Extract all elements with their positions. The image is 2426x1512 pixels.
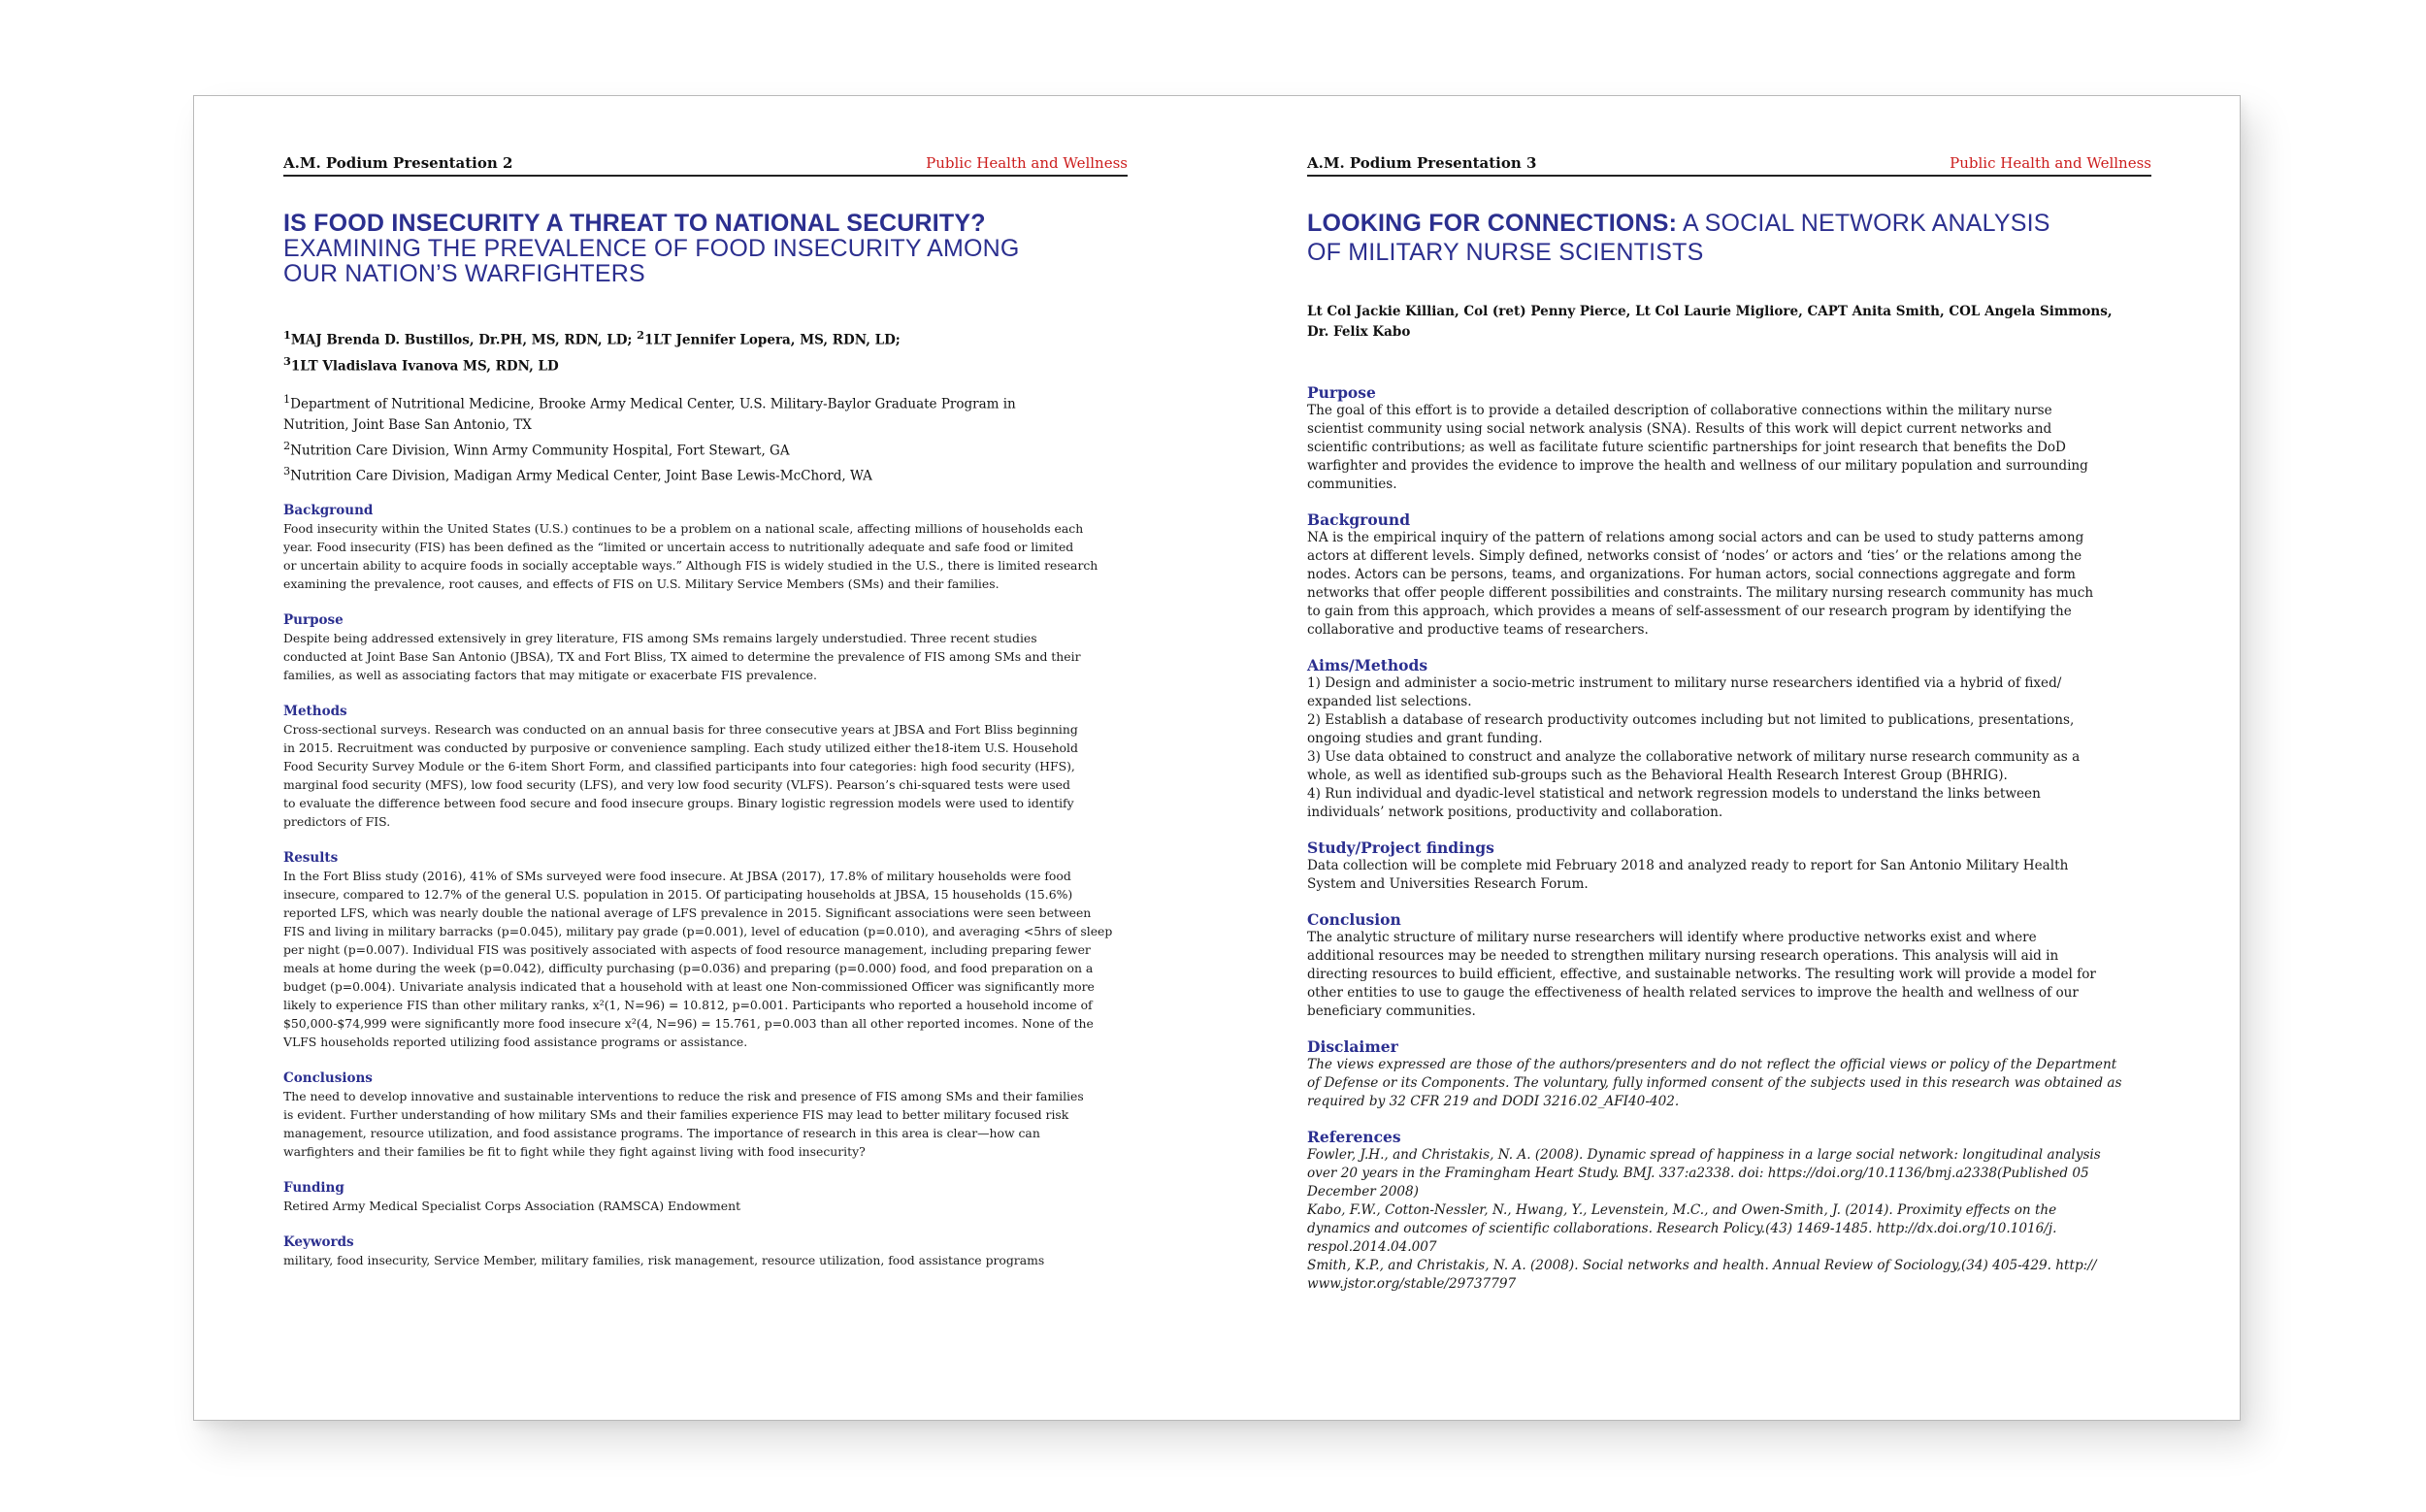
text-line: Smith, K.P., and Christakis, N. A. (2008). Social networks and health. Annual Review of Sociology,(34) 405-429. http:// <box>1307 1258 2097 1273</box>
affiliation-line: Nutrition, Joint Base San Antonio, TX <box>283 416 532 433</box>
text-line: 2) Establish a database of research productivity outcomes including but not limited to publications, presentations, <box>1307 712 2075 728</box>
text-line: likely to experience FIS than other military ranks, x²(1, N=96) = 10.812, p=0.001. Participants who reported a household income of <box>283 998 1093 1012</box>
section-heading: Background <box>283 503 374 518</box>
text-line: to evaluate the difference between food secure and food insecure groups. Binary logistic regression models were used to identify <box>283 796 1074 810</box>
section-aims-methods <box>1307 656 2161 822</box>
text-line: marginal food security (MFS), low food security (LFS), and very low food security (VLFS). Pearson’s chi-squared tests were used <box>283 777 1070 792</box>
section-heading: Methods <box>283 704 347 719</box>
text-line: FIS and living in military barracks (p=0.045), military pay grade (p=0.001), level of education (p=0.010), and averaging <5hrs of sleep <box>283 924 1113 938</box>
title-line: OF MILITARY NURSE SCIENTISTS <box>1307 239 1704 266</box>
text-line: Kabo, F.W., Cotton-Nessler, N., Hwang, Y., Levenstein, M.C., and Owen-Smith, J. (2014). Proximity effects on the <box>1307 1202 2057 1218</box>
category-label: Public Health and Wellness <box>1950 154 2151 172</box>
text-line: management, resource utilization, and food assistance programs. The importance of research in this area is clear—how can <box>283 1126 1040 1140</box>
section-body <box>283 867 1137 1051</box>
category-label: Public Health and Wellness <box>926 154 1128 172</box>
text-line: Retired Army Medical Specialist Corps Association (RAMSCA) Endowment <box>283 1199 741 1213</box>
section-study-project-findings <box>1307 838 2161 894</box>
text-line: military, food insecurity, Service Member, military families, risk management, resource utilization, food assistance programs <box>283 1253 1045 1267</box>
section-heading: Purpose <box>1307 383 1376 402</box>
text-line: other entities to use to gauge the effectiveness of health related services to improve the health and wellness of our <box>1307 985 2079 1001</box>
section-background <box>283 502 1137 593</box>
text-line: Fowler, J.H., and Christakis, N. A. (2008). Dynamic spread of happiness in a large social network: longitudinal analysis <box>1307 1147 2101 1163</box>
section-heading: Purpose <box>283 612 344 628</box>
text-line: The analytic structure of military nurse researchers will identify where productive networks exist and where <box>1307 930 2037 945</box>
document-spread <box>193 95 2241 1421</box>
reference-item <box>1307 1201 2161 1257</box>
text-line: Food insecurity within the United States (U.S.) continues to be a problem on a national scale, affecting millions of households each <box>283 521 1084 536</box>
section-body <box>1307 674 2161 822</box>
text-line: budget (p=0.004). Univariate analysis indicated that a household with at least one Non-commissioned Officer was significantly more <box>283 979 1095 994</box>
text-line: is evident. Further understanding of how military SMs and their families experience FIS may lead to better military focused risk <box>283 1107 1069 1122</box>
section-body <box>1307 929 2161 1021</box>
author-line: $^1$MAJ Brenda D. Bustillos, Dr.PH, MS, RDN, LD; $^2$1LT Jennifer Lopera, MS, RDN, LD; <box>283 328 901 348</box>
affiliation-list <box>283 389 1128 487</box>
section-body <box>1307 529 2161 640</box>
text-line: of Defense or its Components. The voluntary, fully informed consent of the subjects used in this research was obtained as <box>1307 1075 2122 1091</box>
section-body <box>1307 1056 2161 1111</box>
text-line: Despite being addressed extensively in grey literature, FIS among SMs remains largely understudied. Three recent studies <box>283 631 1037 645</box>
text-line: insecure, compared to 12.7% of the general U.S. population in 2015. Of participating households at JBSA, 15 households (15.6%) <box>283 887 1073 902</box>
text-line: reported LFS, which was nearly double the national average of LFS prevalence in 2015. Significant associations were seen between <box>283 905 1092 920</box>
article-title <box>1307 211 2151 265</box>
title-line: OUR NATION’S WARFIGHTERS <box>283 260 645 287</box>
section-body <box>283 629 1137 684</box>
author-line: $^3$1LT Vladislava Ivanova MS, RDN, LD <box>283 353 559 374</box>
text-line: collaborative and productive teams of researchers. <box>1307 622 1649 638</box>
text-line: in 2015. Recruitment was conducted by purposive or convenience sampling. Each study utilized either the18-item U.S. Household <box>283 740 1078 755</box>
section-references <box>1307 1128 2161 1294</box>
abstract-body <box>283 502 1137 1288</box>
text-line: The need to develop innovative and sustainable interventions to reduce the risk and presence of FIS among SMs and their families <box>283 1089 1084 1103</box>
text-line: scientist community using social network analysis (SNA). Results of this work will depict current networks and <box>1307 421 2052 437</box>
section-body <box>283 720 1137 831</box>
text-line: families, as well as associating factors that may mitigate or exacerbate FIS prevalence. <box>283 668 817 682</box>
section-conclusion <box>1307 910 2161 1021</box>
text-line: nodes. Actors can be persons, teams, and organizations. For human actors, social connections aggregate and form <box>1307 567 2076 582</box>
text-line: ongoing studies and grant funding. <box>1307 731 1543 746</box>
text-line: 4) Run individual and dyadic-level statistical and network regression models to understand the links between <box>1307 786 2041 802</box>
text-line: respol.2014.04.007 <box>1307 1239 1437 1255</box>
section-purpose <box>283 611 1137 684</box>
text-line: per night (p=0.007). Individual FIS was positively associated with aspects of food resource management, including preparing fewer <box>283 942 1091 957</box>
presentation-label: A.M. Podium Presentation 2 <box>283 154 513 172</box>
text-line: communities. <box>1307 477 1397 492</box>
page-header <box>1307 151 2151 177</box>
text-line: In the Fort Bliss study (2016), 41% of SMs surveyed were food insecure. At JBSA (2017), 17.8% of military households were food <box>283 869 1071 883</box>
section-keywords <box>283 1233 1137 1269</box>
text-line: dynamics and outcomes of scientific collaborations. Research Policy.(43) 1469-1485. http://dx.doi.org/10.1016/j. <box>1307 1221 2057 1236</box>
section-body <box>283 1251 1137 1269</box>
text-line: expanded list selections. <box>1307 694 1472 709</box>
text-line: warfighter and provides the evidence to improve the health and wellness of our military population and surrounding <box>1307 458 2088 474</box>
section-disclaimer <box>1307 1037 2161 1111</box>
section-body <box>1307 402 2161 494</box>
text-line: beneficiary communities. <box>1307 1003 1476 1019</box>
section-purpose <box>1307 383 2161 494</box>
presentation-label: A.M. Podium Presentation 3 <box>1307 154 1537 172</box>
author-line: Dr. Felix Kabo <box>1307 324 1411 340</box>
section-body <box>283 1197 1137 1215</box>
text-line: over 20 years in the Framingham Heart Study. BMJ. 337:a2338. doi: https://doi.org/10.1136/bmj.a2338(Published 05 <box>1307 1166 2089 1181</box>
text-line: examining the prevalence, root causes, and effects of FIS on U.S. Military Service Members (SMs) and their families. <box>283 576 1000 591</box>
section-methods <box>283 703 1137 831</box>
affiliation-line: $^3$Nutrition Care Division, Madigan Army Medical Center, Joint Base Lewis-McChord, WA <box>283 465 872 484</box>
reference-item <box>1307 1257 2161 1294</box>
author-line: Lt Col Jackie Killian, Col (ret) Penny Pierce, Lt Col Laurie Migliore, CAPT Anita Smith, COL Angela Simmons, <box>1307 304 2113 319</box>
text-line: Cross-sectional surveys. Research was conducted on an annual basis for three consecutive years at JBSA and Fort Bliss beginning <box>283 722 1078 737</box>
section-heading: Background <box>1307 510 1411 529</box>
section-heading: Conclusions <box>283 1070 373 1086</box>
text-line: The views expressed are those of the authors/presenters and do not reflect the official views or policy of the Department <box>1307 1057 2117 1072</box>
text-line: Food Security Survey Module or the 6-item Short Form, and classified participants into four categories: high food security (HFS), <box>283 759 1075 773</box>
section-heading: Aims/Methods <box>1307 656 1428 674</box>
text-line: individuals’ network positions, productivity and collaboration. <box>1307 805 1723 820</box>
text-line: 1) Design and administer a socio-metric instrument to military nurse researchers identified via a hybrid of fixed/ <box>1307 675 2062 691</box>
text-line: conducted at Joint Base San Antonio (JBSA), TX and Fort Bliss, TX aimed to determine the prevalence of FIS among SMs and their <box>283 649 1081 664</box>
affiliation-line: $^1$Department of Nutritional Medicine, Brooke Army Medical Center, U.S. Military-Baylor Graduate Program in <box>283 393 1016 412</box>
text-line: actors at different levels. Simply defined, networks consist of ‘nodes’ or actors and ‘ties’ or the relations among the <box>1307 548 2082 564</box>
text-line: December 2008) <box>1307 1184 1419 1200</box>
text-line: warfighters and their families be fit to fight while they fight against living with food insecurity? <box>283 1144 866 1159</box>
text-line: or uncertain ability to acquire foods in socially acceptable ways.” Although FIS is widely studied in the U.S., there is limited research <box>283 558 1098 573</box>
section-heading: Disclaimer <box>1307 1037 1398 1056</box>
text-line: meals at home during the week (p=0.042), difficulty purchasing (p=0.036) and preparing (p=0.000) food, and food preparation on a <box>283 961 1094 975</box>
text-line: networks that offer people different possibilities and constraints. The military nursing research community has much <box>1307 585 2094 601</box>
text-line: whole, as well as identified sub-groups such as the Behavioral Health Research Interest Group (BHRIG). <box>1307 768 2008 783</box>
abstract-body <box>1307 383 2161 1310</box>
text-line: VLFS households reported utilizing food assistance programs or assistance. <box>283 1035 748 1049</box>
article-title <box>283 211 1128 286</box>
text-line: System and Universities Research Forum. <box>1307 876 1589 892</box>
title-line: EXAMINING THE PREVALENCE OF FOOD INSECURITY AMONG <box>283 235 1020 262</box>
section-heading: Funding <box>283 1180 344 1196</box>
title-line: IS FOOD INSECURITY A THREAT TO NATIONAL SECURITY? <box>283 210 986 237</box>
text-line: additional resources may be needed to strengthen military nursing research operations. This analysis will aid in <box>1307 948 2059 964</box>
page-header <box>283 151 1128 177</box>
author-list <box>283 325 1128 377</box>
section-background <box>1307 510 2161 640</box>
reference-item <box>1307 1146 2161 1201</box>
section-funding <box>283 1179 1137 1215</box>
text-line: 3) Use data obtained to construct and analyze the collaborative network of military nurse research community as a <box>1307 749 2081 765</box>
text-line: predictors of FIS. <box>283 814 391 829</box>
title-line: LOOKING FOR CONNECTIONS: A SOCIAL NETWORK ANALYSIS <box>1307 210 2050 237</box>
text-line: The goal of this effort is to provide a detailed description of collaborative connections within the military nurse <box>1307 403 2052 418</box>
text-line: year. Food insecurity (FIS) has been defined as the “limited or uncertain access to nutritionally adequate and safe food or limited <box>283 540 1074 554</box>
text-line: directing resources to build efficient, effective, and sustainable networks. The resulting work will provide a model for <box>1307 967 2096 982</box>
section-heading: Study/Project findings <box>1307 838 1494 857</box>
section-heading: Conclusion <box>1307 910 1401 929</box>
text-line: NA is the empirical inquiry of the pattern of relations among social actors and can be used to study patterns among <box>1307 530 2084 545</box>
text-line: required by 32 CFR 219 and DODI 3216.02_AFI40-402. <box>1307 1094 1680 1109</box>
text-line: to gain from this approach, which provides a means of self-assessment of our research program by identifying the <box>1307 604 2072 619</box>
section-results <box>283 849 1137 1051</box>
text-line: Data collection will be complete mid February 2018 and analyzed ready to report for San Antonio Military Health <box>1307 858 2069 873</box>
text-line: www.jstor.org/stable/29737797 <box>1307 1276 1517 1292</box>
section-conclusions <box>283 1069 1137 1161</box>
section-body <box>283 519 1137 593</box>
affiliation-line: $^2$Nutrition Care Division, Winn Army Community Hospital, Fort Stewart, GA <box>283 439 790 458</box>
section-body <box>1307 857 2161 894</box>
section-heading: Keywords <box>283 1234 354 1250</box>
text-line: $50,000-$74,999 were significantly more food insecure x²(4, N=96) = 15.761, p=0.003 than all other reported incomes. None of the <box>283 1016 1094 1031</box>
section-body <box>283 1087 1137 1161</box>
section-heading: References <box>1307 1128 1401 1146</box>
section-heading: Results <box>283 850 339 866</box>
author-list <box>1307 302 2151 343</box>
text-line: scientific contributions; as well as facilitate future scientific partnerships for joint research that benefits the DoD <box>1307 440 2066 455</box>
